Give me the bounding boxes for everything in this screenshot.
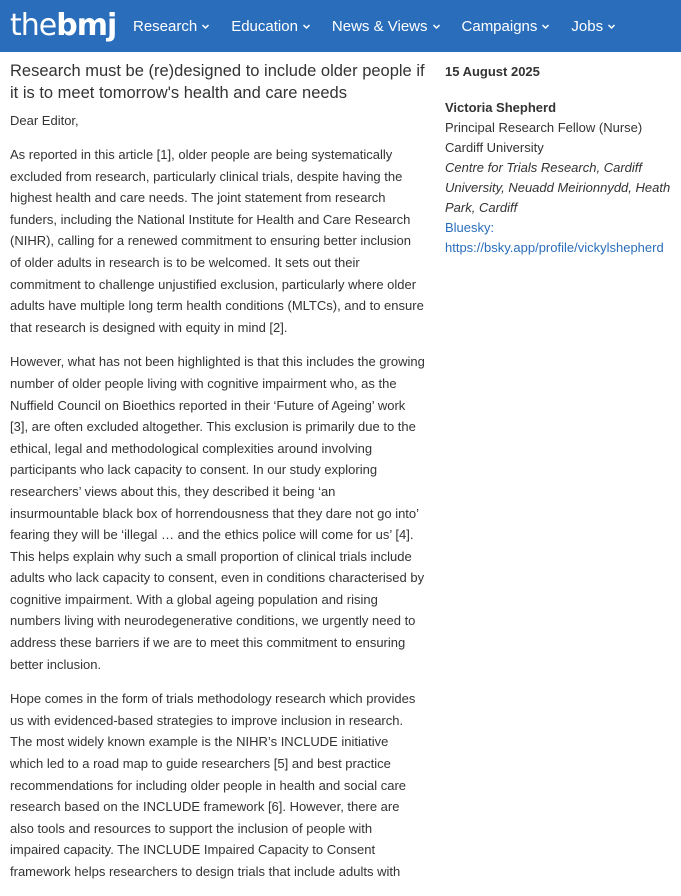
- social-link[interactable]: https://bsky.app/profile/vickylshepherd: [445, 240, 664, 255]
- chevron-down-icon: [607, 22, 616, 31]
- author-address: Centre for Trials Research, Cardiff University, Neuadd Meirionnydd, Heath Park, Cardiff: [445, 160, 671, 215]
- logo-the: the: [10, 8, 57, 43]
- paragraph-1: As reported in this article [1], older people are being systematically excluded from research, particularly clinical trials, despite having the highest health and care needs. The joint statement from research funders, including the National Institute for Health and Care Research (NIHR), calling for a renewed commitment to ensuring better inclusion of older adults in research is to be welcomed. It sets out their commitment to challenge unjustified exclusion, particularly where older adults have multiple long term health conditions (MLTCs), and to ensure that research is designed with equity in mind [2].: [10, 147, 424, 335]
- publication-date: 15 August 2025: [445, 64, 540, 79]
- salutation: Dear Editor,: [10, 113, 79, 128]
- nav-research-label: Research: [133, 17, 198, 35]
- main-nav: [133, 0, 637, 52]
- nav-research[interactable]: [133, 18, 210, 35]
- chevron-down-icon: [432, 22, 441, 31]
- nav-education-label: Education: [231, 17, 298, 35]
- author-name: Victoria Shepherd: [445, 100, 557, 115]
- chevron-down-icon: [201, 22, 210, 31]
- logo-bmj: bmj: [56, 8, 117, 43]
- paragraph-3: Hope comes in the form of trials methodology research which provides us with evidenced-based strategies to improve inclusion in research. The most widely known example is the NIHR’s INCLUDE initiative which led to a road map to guide researchers [5] and best practice recommendations for including older people in health and social care research based on the INCLUDE framework [6]. However, there are also tools and resources to support the inclusion of people with impaired capacity. The INCLUDE Impaired Capacity to Consent framework helps researchers to design trials that include adults with: [10, 691, 416, 879]
- author-sidebar: [445, 62, 681, 258]
- chevron-down-icon: [302, 22, 311, 31]
- nav-news-views[interactable]: [332, 18, 441, 35]
- letter-body: [10, 60, 425, 896]
- nav-jobs[interactable]: [571, 18, 616, 35]
- bmj-logo[interactable]: [10, 8, 116, 44]
- social-label: Bluesky:: [445, 220, 495, 235]
- nav-news-views-label: News & Views: [331, 17, 428, 35]
- chevron-down-icon: [541, 22, 550, 31]
- paragraph-2: However, what has not been highlighted is that this includes the growing number of older people living with cognitive impairment who, as the Nuffield Council on Bioethics reported in their ‘Future of Ageing’ work [3], are often excluded altogether. This exclusion is primarily due to the ethical, legal and methodological complexities around involving participants who lack capacity to consent. In our study exploring researchers’ views about this, they described it being ‘an insurmountable black box of horrendousness that they dare not go into’ fearing they will be ‘illegal … and the ethics police will come for us’ [4]. This helps explain why such a small proportion of clinical trials include adults who lack capacity to consent, even in conditions characterised by cognitive impairment. With a global ageing population and rising numbers living with neurodegenerative conditions, we urgently need to address these barriers if we are to meet this commitment to ensuring better inclusion.: [10, 354, 425, 672]
- nav-jobs-label: Jobs: [571, 17, 604, 35]
- nav-education[interactable]: [231, 18, 311, 35]
- author-role: Principal Research Fellow (Nurse): [445, 120, 643, 135]
- letter-title: Research must be (re)designed to include older people if it is to meet tomorrow's health and care needs: [10, 62, 425, 102]
- nav-campaigns[interactable]: [462, 18, 551, 35]
- top-navigation-bar: [0, 0, 681, 52]
- author-institution: Cardiff University: [445, 140, 544, 155]
- nav-campaigns-label: Campaigns: [461, 17, 538, 35]
